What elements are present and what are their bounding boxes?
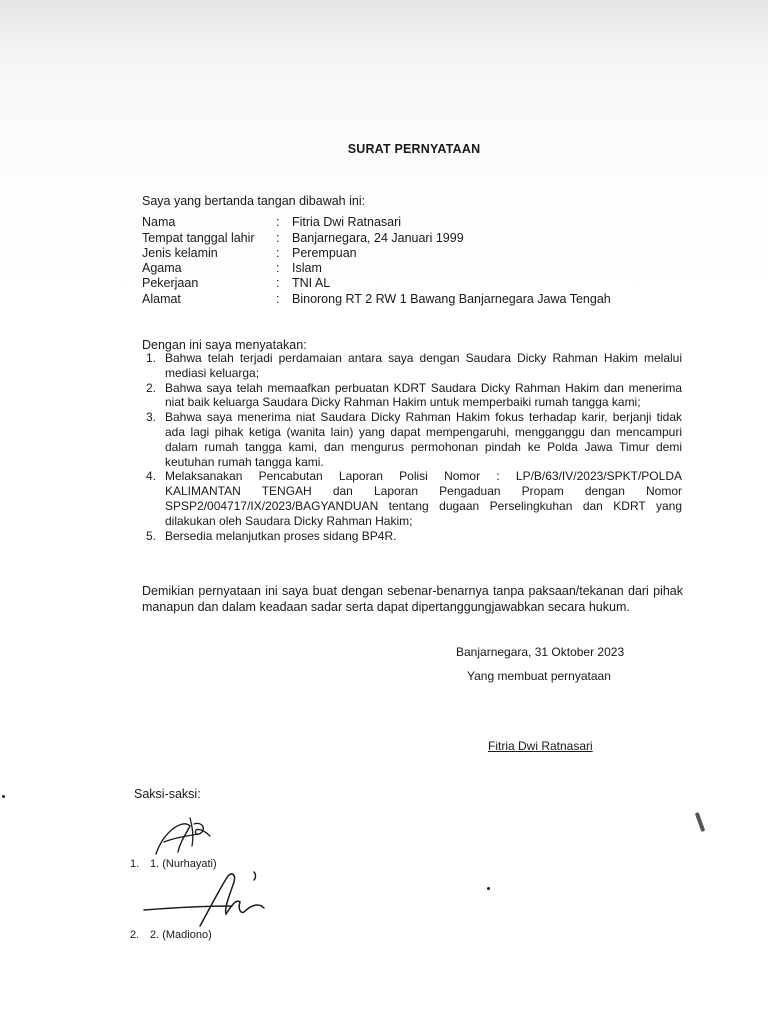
- identity-separator: :: [276, 215, 280, 229]
- identity-separator: :: [276, 292, 280, 306]
- list-item: [142, 410, 682, 469]
- identity-separator: :: [276, 231, 280, 245]
- list-text: Bahwa telah terjadi perdamaian antara saya dengan Saudara Dicky Rahman Hakim melalui mediasi keluarga;: [165, 351, 682, 380]
- witness-number: 1.: [130, 858, 140, 870]
- identity-value: Binorong RT 2 RW 1 Bawang Banjarnegara Jawa Tengah: [292, 292, 611, 306]
- identity-label: Alamat: [142, 292, 181, 306]
- list-number: 5.: [146, 528, 157, 543]
- scan-speck: [2, 795, 5, 798]
- scan-mark: [695, 812, 706, 832]
- identity-value: Banjarnegara, 24 Januari 1999: [292, 231, 464, 245]
- document-title: SURAT PERNYATAAN: [347, 142, 481, 156]
- identity-separator: :: [276, 261, 280, 275]
- witness-2-signature: [140, 868, 275, 930]
- list-text: Melaksanakan Pencabutan Laporan Polisi Nomor : LP/B/63/IV/2023/SPKT/POLDA KALIMANTAN TENGAH dan Laporan Pengaduan Propam dengan Nomor SPSP2/004717/IX/2023/BAGYANDUAN tentang dugaan Perselingkuhan dan KDRT yang dilakukan oleh Saudara Dicky Rahman Hakim;: [165, 469, 682, 528]
- identity-value: TNI AL: [292, 276, 331, 290]
- list-item: [142, 351, 682, 381]
- witness-name: 1. (Nurhayati): [150, 858, 217, 870]
- list-text: Bahwa saya telah memaafkan perbuatan KDRT Saudara Dicky Rahman Hakim dan menerima niat baik keluarga Saudara Dicky Rahman Hakim untuk memperbaiki rumah tangga kami;: [165, 380, 682, 410]
- identity-separator: :: [276, 246, 280, 260]
- list-number: 4.: [146, 469, 157, 484]
- identity-label: Pekerjaan: [142, 276, 199, 290]
- identity-label: Tempat tanggal lahir: [142, 231, 255, 245]
- scan-speck: [487, 887, 490, 890]
- witness-name: 2. (Madiono): [150, 929, 212, 941]
- intro-text: Saya yang bertanda tangan dibawah ini:: [142, 194, 366, 208]
- identity-label: Jenis kelamin: [142, 246, 218, 260]
- witness-1-signature: [150, 812, 220, 860]
- list-item: [142, 469, 682, 528]
- identity-label: Agama: [142, 261, 182, 275]
- closing-paragraph: Demikian pernyataan ini saya buat dengan sebenar-benarnya tanpa paksaan/tekanan dari pihak manapun dan dalam keadaan sadar serta dapat dipertanggungjawabkan secara hukum.: [142, 584, 683, 614]
- maker-label: Yang membuat pernyataan: [467, 669, 611, 683]
- witness-number: 2.: [130, 929, 140, 941]
- identity-value: Perempuan: [292, 246, 357, 260]
- place-date: Banjarnegara, 31 Oktober 2023: [456, 645, 625, 659]
- list-text: Bersedia melanjutkan proses sidang BP4R.: [165, 528, 397, 543]
- declaration-intro: Dengan ini saya menyatakan:: [142, 338, 307, 352]
- list-item: [142, 529, 682, 544]
- list-number: 3.: [146, 410, 157, 425]
- list-number: 2.: [146, 380, 157, 395]
- list-number: 1.: [146, 351, 157, 365]
- identity-label: Nama: [142, 215, 176, 229]
- witnesses-label: Saksi-saksi:: [134, 787, 201, 801]
- declaration-list: [142, 351, 682, 543]
- scan-shadow: [0, 0, 768, 82]
- list-text: Bahwa saya menerima niat Saudara Dicky Rahman Hakim fokus terhadap karir, berjanji tidak ada lagi pihak ketiga (wanita lain) yang dapat mempengaruhi, mengganggu dan mencampuri dalam rumah tangga kami, dan mengurus permohonan pindah ke Polda Jawa Timur demi keutuhan rumah tangga kami.: [165, 410, 682, 469]
- identity-value: Fitria Dwi Ratnasari: [292, 215, 402, 229]
- signer-name: Fitria Dwi Ratnasari: [488, 739, 593, 753]
- identity-separator: :: [276, 276, 280, 290]
- list-item: [142, 381, 682, 411]
- identity-value: Islam: [292, 261, 322, 275]
